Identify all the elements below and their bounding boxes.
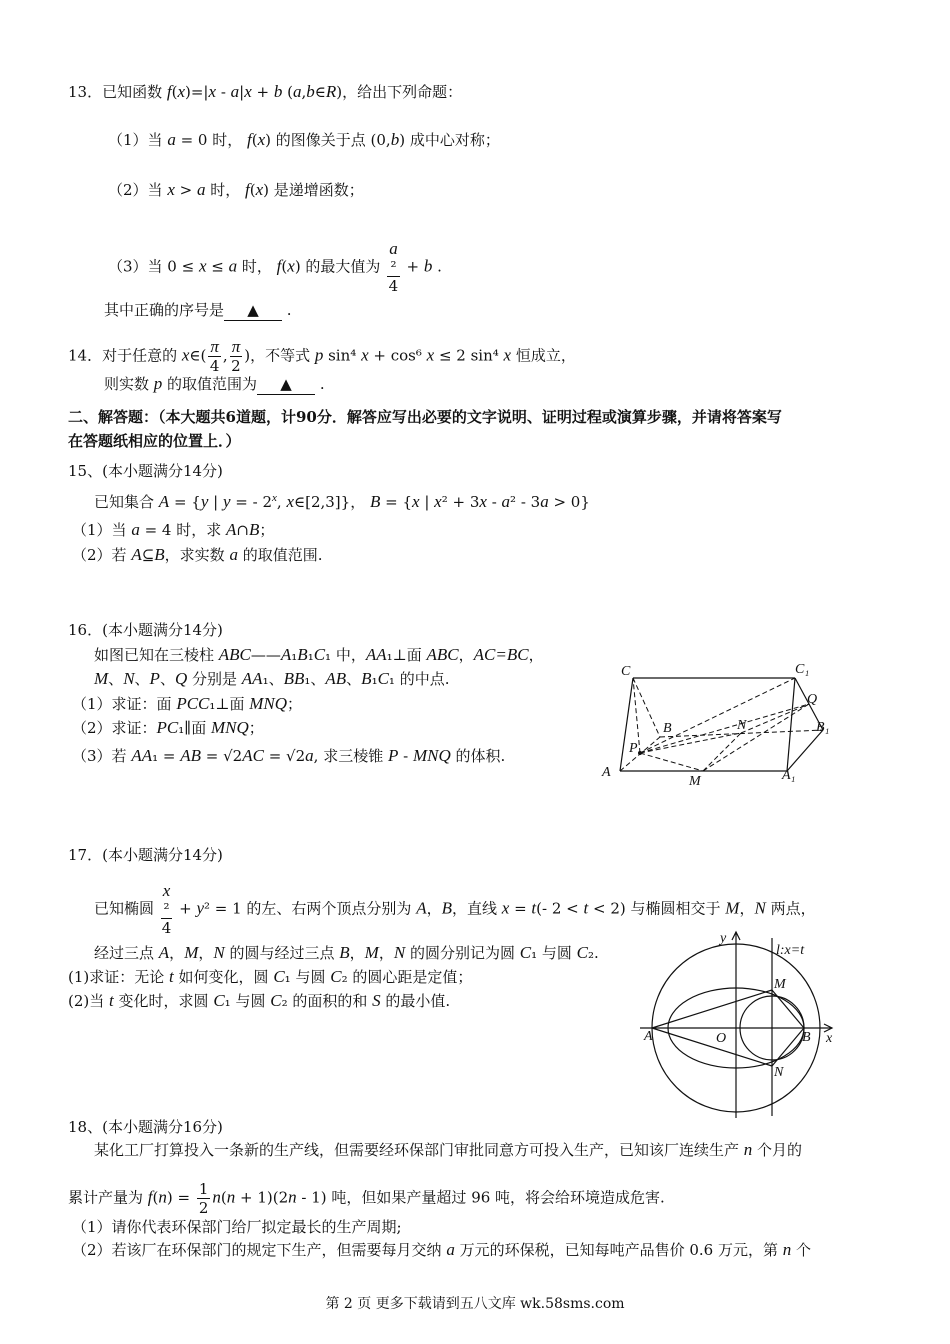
q18-head: 18、(本小题满分16分)	[68, 1118, 223, 1136]
q14-ask: 则实数 p 的取值范围为 ▲ .	[104, 374, 325, 393]
q15-stem: 已知集合 A = {y | y = - 2$^x$, x∈[2,3]}， B = {x | x² + 3x - a² - 3a > 0}	[94, 492, 590, 511]
q17-part-1: (1)求证：无论 t 如何变化，圆 C₁ 与圆 C₂ 的圆心距是定值；	[68, 967, 473, 986]
answer-blank-13: ▲	[224, 300, 282, 321]
q18-stem-2: 累计产量为 f(n) = $\frac{1}{2}$ n(n + 1)(2n - 1) 吨，但如果产量超过 96 吨，将会给环境造成危害.	[68, 1180, 665, 1217]
q14-stem: 14．对于任意的 x∈( $\frac{\pi}{4}$ , $\frac{\pi}{2}$ )，不等式 p sin⁴ x + cos⁶ x ≤ 2 sin⁴ x 恒成立，	[68, 337, 576, 375]
label-C: C	[621, 664, 631, 679]
ellipse-figure	[640, 928, 840, 1120]
q16-head: 16．(本小题满分14分)	[68, 621, 223, 639]
q16-stem-2: M、N、P、Q 分别是 AA₁、BB₁、AB、B₁C₁ 的中点.	[94, 669, 450, 688]
label-C1: C₁	[795, 662, 810, 677]
q17-stem-1: 已知椭圆 x ² 4 + y² = 1 的左、右两个顶点分别为 A，B，直线 x = t(- 2 < t < 2) 与椭圆相交于 M，N 两点，	[94, 881, 816, 937]
label-Q: Q	[807, 692, 818, 707]
q13-prop-3: （3）当 0 ≤ x ≤ a 时， f(x) 的最大值为 a ² 4 + b .	[108, 239, 442, 295]
label-B: B	[663, 721, 672, 736]
q17-part-2: (2)当 t 变化时，求圆 C₁ 与圆 C₂ 的面积的和 S 的最小值.	[68, 991, 451, 1010]
answer-blank-14: ▲	[257, 374, 315, 395]
label-x: x	[826, 1031, 833, 1046]
seg-NB	[772, 1028, 804, 1066]
edge-C1A1	[787, 678, 795, 771]
q18-stem-1: 某化工厂打算投入一条新的生产线，但需要经环保部门审批同意方可投入生产，已知该厂连续生产 n 个月的	[94, 1140, 803, 1159]
label-A: A	[644, 1029, 653, 1044]
page-footer: 第 2 页 更多下载请到五八文库 wk.58sms.com	[325, 1296, 625, 1312]
label-M: M	[689, 774, 701, 789]
q13-prop-1: （1）当 a = 0 时， f(x) 的图像关于点 (0,b) 成中心对称；	[108, 130, 500, 149]
label-N: N	[774, 1065, 784, 1080]
q16-part-1: （1）求证：面 PCC₁⊥面 MNQ；	[72, 694, 303, 713]
seg-AM	[652, 990, 772, 1028]
q15-head: 15、(本小题满分14分)	[68, 462, 223, 480]
q13-ask: 其中正确的序号是 ▲ .	[104, 301, 292, 319]
edge-CA	[620, 678, 633, 771]
label-B: B	[802, 1030, 811, 1045]
label-y: y	[720, 931, 727, 946]
point-P	[638, 751, 642, 755]
label-P: P	[629, 741, 638, 756]
label-line-l: l:x=t	[776, 943, 805, 958]
q15-part-1: （1）当 a = 4 时，求 A∩B；	[72, 520, 275, 539]
q17-stem-2: 经过三点 A，M，N 的圆与经过三点 B，M，N 的圆分别记为圆 C₁ 与圆 C₂.	[94, 943, 599, 962]
q16-part-3: （3）若 AA₁ = AB = √2AC = √2a, 求三棱锥 P - MNQ 的体积.	[72, 746, 506, 765]
seg-PN	[640, 733, 741, 753]
edge-B1A1	[787, 730, 823, 771]
label-A: A	[602, 765, 611, 780]
seg-NQ	[741, 704, 809, 733]
seg-PC1	[640, 678, 795, 753]
q17-head: 17．(本小题满分14分)	[68, 846, 223, 864]
section-heading: 二、解答题：（本大题共6道题，计90分．解答应写出必要的文字说明、证明过程或演算步骤，并请将答案写	[68, 408, 782, 426]
label-O: O	[716, 1031, 727, 1046]
label-B1: B₁	[816, 720, 830, 735]
q16-stem-1: 如图已知在三棱柱 ABC——A₁B₁C₁ 中，AA₁⊥面 ABC，AC=BC，	[94, 645, 544, 664]
edge-CB	[633, 678, 660, 737]
label-A1: A₁	[782, 768, 796, 783]
seg-MB	[772, 990, 804, 1028]
prism-figure	[595, 655, 845, 790]
label-N: N	[737, 718, 747, 733]
q13-stem: 13．已知函数 f(x)=|x - a|x + b (a,b∈R)，给出下列命题：	[68, 82, 463, 101]
seg-AN	[652, 1028, 772, 1066]
q18-part-2: （2）若该厂在环保部门的规定下生产，但需要每月交纳 a 万元的环保税，已知每吨产品售价 0.6 万元，第 n 个	[72, 1240, 812, 1259]
q15-part-2: （2）若 A⊆B，求实数 a 的取值范围.	[72, 545, 323, 564]
seg-MN	[703, 733, 741, 771]
q18-part-1: （1）请你代表环保部门给厂拟定最长的生产周期;	[72, 1218, 402, 1236]
q13-prop-2: （2）当 x > a 时， f(x) 是递增函数；	[108, 180, 364, 199]
label-M: M	[774, 977, 786, 992]
q16-part-2: （2）求证：PC₁∥面 MNQ；	[72, 718, 264, 737]
seg-PM	[640, 753, 703, 771]
section-heading-cont: 在答题纸相应的位置上．）	[68, 432, 241, 450]
